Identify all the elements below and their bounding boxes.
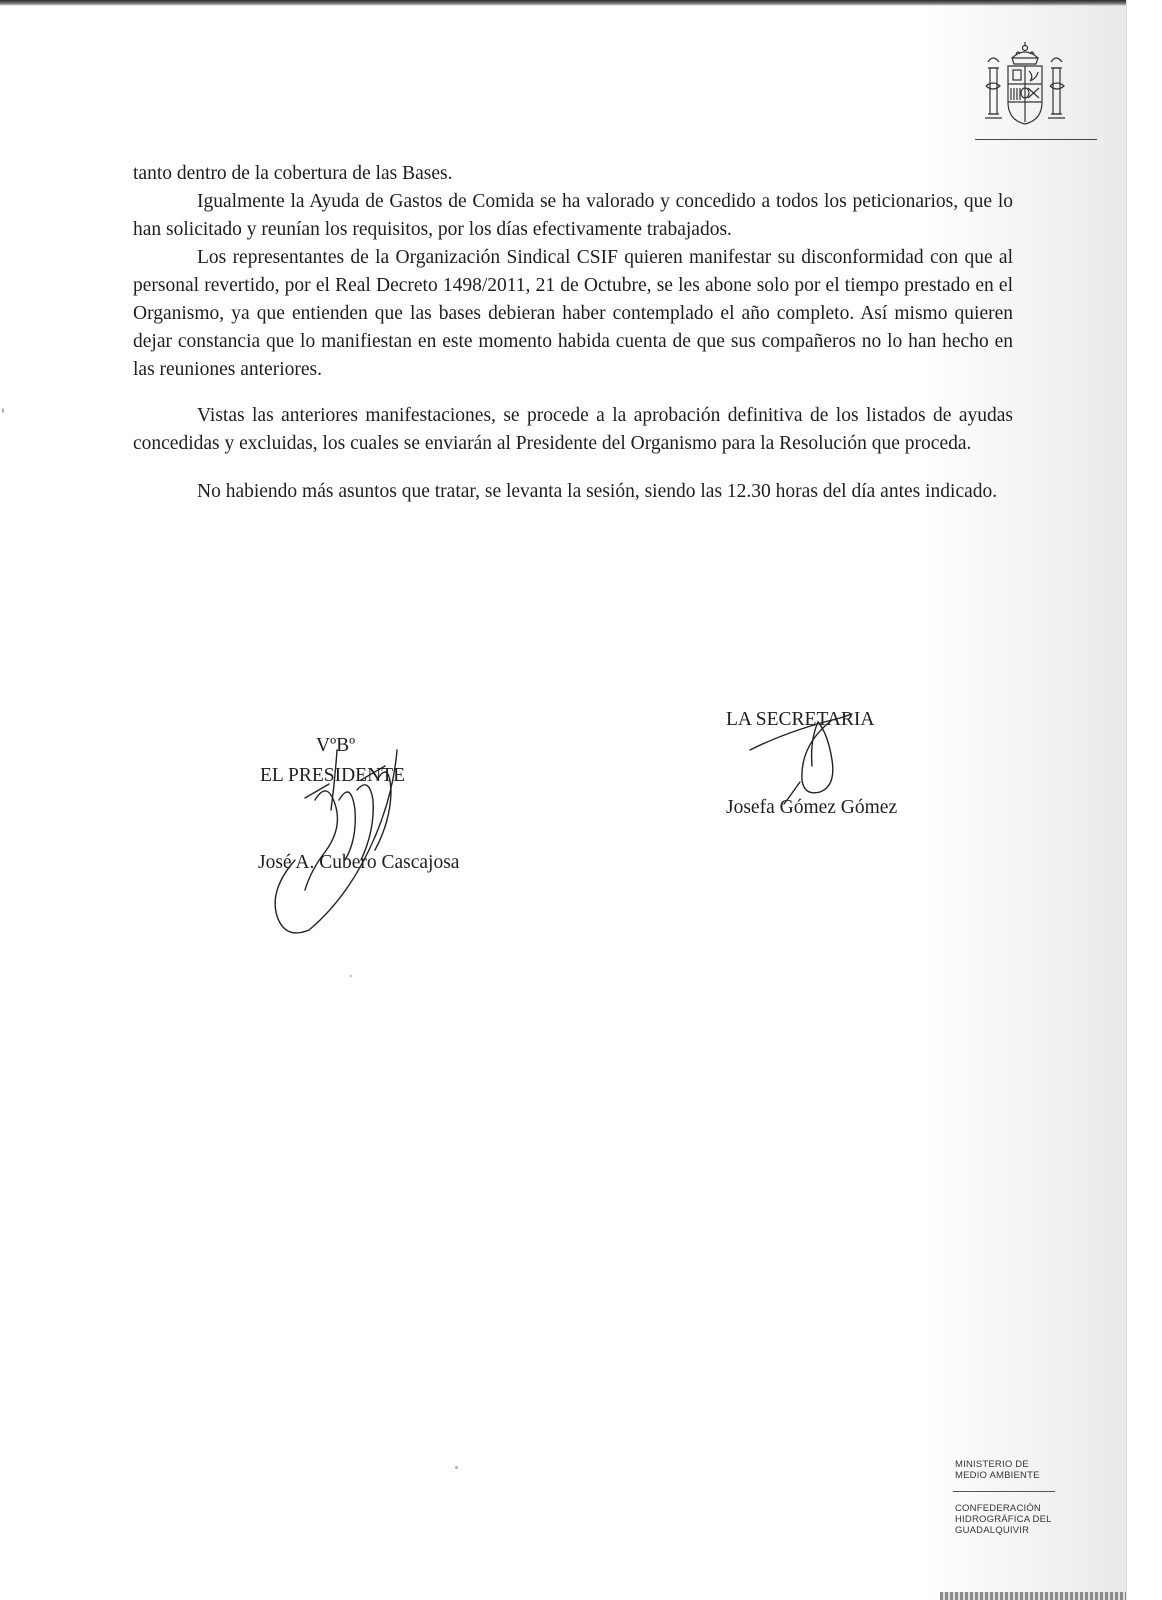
secretary-name: Josefa Gómez Gómez	[726, 797, 898, 818]
paragraph-approval: Vistas las anteriores manifestaciones, se procede a la aprobación definitiva de los listados de ayudas concedidas y excluidas, los cuales se enviarán al Presidente del Organismo para la Resolución que proceda.	[133, 405, 1013, 454]
ministry-line-1: MINISTERIO DE	[955, 1459, 1029, 1470]
scan-edge-bottom	[940, 1592, 1126, 1600]
scan-edge-right	[1126, 0, 1162, 1600]
president-name: José A. Cubero Cascajosa	[258, 852, 460, 873]
paragraph-continuation: tanto dentro de la cobertura de las Bases.	[133, 163, 453, 184]
crest-rule	[975, 139, 1097, 140]
confed-line-1: CONFEDERACIÓN	[955, 1503, 1041, 1514]
president-signature	[265, 740, 425, 950]
president-title: EL PRESIDENTE	[260, 765, 405, 786]
scan-speck	[2, 408, 4, 413]
document-body	[133, 160, 1013, 506]
ministry-line-2: MEDIO AMBIENTE	[955, 1470, 1040, 1481]
paragraph-meal-aid: Igualmente la Ayuda de Gastos de Comida se ha valorado y concedido a todos los peticionarios, que lo han solicitado y reunían los requisitos, por los días efectivamente trabajados.	[133, 191, 1013, 240]
secretary-signature	[740, 700, 880, 810]
confed-line-2: HIDROGRÁFICA DEL	[955, 1514, 1052, 1525]
scan-speck	[455, 1466, 458, 1469]
confed-line-3: GUADALQUIVIR	[955, 1525, 1030, 1536]
scan-speck	[350, 975, 352, 977]
confederation-label	[955, 1503, 1052, 1536]
paragraph-closing: No habiendo más asuntos que tratar, se levanta la sesión, siendo las 12.30 horas del día antes indicado.	[197, 481, 998, 502]
spanish-coat-of-arms-icon	[982, 40, 1068, 130]
approval-mark: VºBº	[316, 735, 356, 756]
footer-rule	[953, 1491, 1055, 1492]
secretary-title: LA SECRETARIA	[726, 709, 875, 730]
paragraph-csif: Los representantes de la Organización Sindical CSIF quieren manifestar su disconformidad con que al personal revertido, por el Real Decreto 1498/2011, 21 de Octubre, se les abone solo por el tiempo prestado en el Organismo, ya que entienden que las bases debieran haber contemplado el año completo. Así mismo quieren dejar constancia que lo manifiestan en este momento habida cuenta de que sus compañeros no lo han hecho en las reuniones anteriores.	[133, 247, 1013, 380]
scan-edge-top	[0, 0, 1126, 6]
ministry-label	[955, 1459, 1040, 1481]
